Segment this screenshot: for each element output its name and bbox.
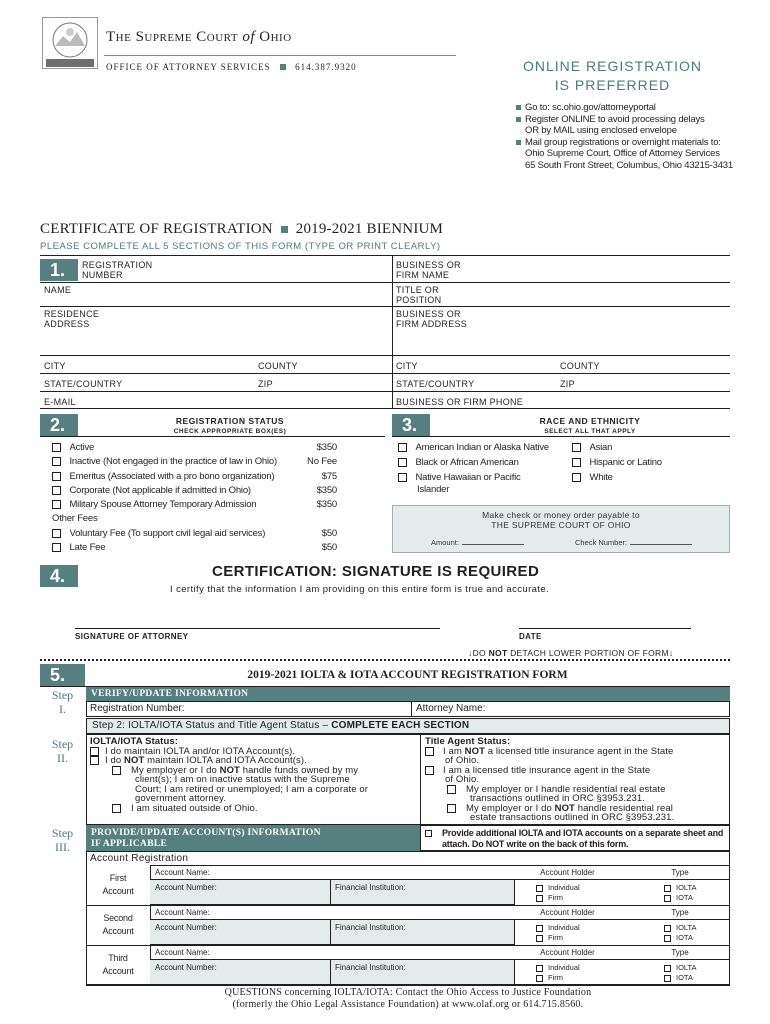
account-name-field[interactable]: Account Name: (155, 948, 210, 957)
other-fees-label: Other Fees (52, 513, 98, 525)
label-title-position: TITLE OR POSITION (396, 285, 442, 305)
step-1-label: Step I. (51, 688, 74, 716)
rule (86, 985, 730, 986)
bullet-2: Register ONLINE to avoid processing delays (516, 114, 733, 126)
ta-option-2[interactable]: I am a licensed title insurance agent in the State (425, 766, 674, 776)
race-black[interactable]: Black or African American (398, 457, 549, 472)
holder-options (536, 883, 580, 903)
s2-title: REGISTRATION STATUS CHECK APPROPRIATE BOX(ES) (173, 416, 287, 435)
race-white[interactable]: White (572, 472, 662, 487)
section-5-badge: 5. (40, 664, 85, 686)
court-seal (42, 17, 98, 69)
additional-accounts-text[interactable]: Provide additional IOLTA and IOTA accounts on a separate sheet and attach. Do NOT write on the back of this form. (425, 828, 723, 850)
late-fee[interactable]: Late Fee $50 (52, 542, 337, 556)
rule (40, 436, 385, 437)
type-header: Type (671, 948, 689, 957)
type-iolta[interactable]: IOLTA (664, 883, 697, 893)
rule (330, 880, 331, 905)
rule (40, 355, 730, 356)
rule (330, 920, 331, 945)
step-3-header: PROVIDE/UPDATE ACCOUNT(S) INFORMATION IF APPLICABLE (86, 825, 420, 851)
holder-firm[interactable]: Firm (536, 973, 580, 983)
race-pacific-islander-cont: Islander (417, 484, 450, 495)
s5-title: 2019-2021 IOLTA & IOTA ACCOUNT REGISTRATION FORM (247, 669, 568, 681)
account-label: First Account (102, 873, 134, 896)
account-name-field[interactable]: Account Name: (155, 868, 210, 877)
questions: QUESTIONS concerning IOLTA/IOTA: Contact the Ohio Access to Justice Foundation (formerly the Ohio Legal Assistance Foundation) at www.olaf.org or 614.715.8560. (224, 987, 592, 1010)
s4-certify: I certify that the information I am providing on this entire form is true and accurate. (170, 584, 550, 595)
account-label: Second Account (102, 913, 134, 936)
type-options (664, 963, 697, 983)
account-label: Third Account (102, 953, 134, 976)
step-2-label: Step II. (51, 737, 74, 765)
status-corporate[interactable]: Corporate (Not applicable if admitted in Ohio) $350 (52, 485, 337, 499)
header-rule (104, 55, 456, 56)
label-business-county: COUNTY (560, 361, 600, 371)
iolta-option-2[interactable]: I do NOT maintain IOLTA and IOTA Account(s). (90, 756, 368, 766)
label-business-name: BUSINESS OR FIRM NAME (396, 260, 461, 280)
race-asian[interactable]: Asian (572, 442, 662, 457)
rule (40, 282, 392, 283)
iolta-option-3[interactable]: My employer or I do NOT handle funds owned by my (90, 766, 368, 776)
label-business-phone: BUSINESS OR FIRM PHONE (396, 397, 524, 407)
detach-line (40, 659, 730, 661)
signature-line[interactable] (75, 628, 440, 629)
account-number-field[interactable]: Account Number: (155, 883, 217, 892)
account-number-field[interactable]: Account Number: (155, 963, 217, 972)
status-active[interactable]: Active $350 (52, 442, 337, 456)
bullet-3-cont: Ohio Supreme Court, Office of Attorney Services (525, 148, 720, 159)
account-name-row (150, 905, 730, 920)
type-options (664, 923, 697, 943)
rule (40, 408, 730, 409)
label-zip: ZIP (258, 379, 273, 389)
bullet-3-cont2: 65 South Front Street, Columbus, Ohio 43215-3431 (525, 159, 733, 171)
label-residence-address: RESIDENCE ADDRESS (44, 309, 100, 329)
rule (392, 282, 730, 283)
s3-col1 (398, 442, 549, 496)
type-iota[interactable]: IOTA (664, 973, 697, 983)
type-iolta[interactable]: IOLTA (664, 923, 697, 933)
s3-col2 (572, 442, 662, 487)
holder-firm[interactable]: Firm (536, 893, 580, 903)
detach-notice: ↓DO NOT DETACH LOWER PORTION OF FORM↓ (468, 648, 674, 658)
rule (392, 436, 730, 437)
office-line: OFFICE OF ATTORNEY SERVICES 614.387.9320 (106, 62, 357, 72)
account-name-field[interactable]: Account Name: (155, 908, 210, 917)
ta-option-3[interactable]: My employer or I handle residential real estate (425, 785, 674, 795)
label-name: NAME (44, 285, 72, 295)
label-city: CITY (44, 361, 66, 371)
label-registration-number: REGISTRATION NUMBER (82, 260, 153, 280)
payment-box: Make check or money order payable to THE SUPREME COURT OF OHIO Amount: Check Number: (392, 505, 730, 553)
s1-divider (392, 255, 393, 408)
certificate-instructions: PLEASE COMPLETE ALL 5 SECTIONS OF THIS FORM (TYPE OR PRINT CLEARLY) (40, 241, 441, 252)
bullet-2-cont: OR by MAIL using enclosed envelope (525, 125, 677, 136)
rule (420, 734, 421, 825)
label-business-state: STATE/COUNTRY (396, 379, 475, 389)
rule (411, 701, 412, 717)
holder-individual[interactable]: Individual (536, 963, 580, 973)
financial-institution-field[interactable]: Financial Institution: (335, 883, 406, 892)
account-name-row (150, 945, 730, 960)
certificate-title: CERTIFICATE OF REGISTRATION 2019-2021 BIENNIUM (40, 221, 444, 237)
section-4-badge: 4. (40, 565, 78, 587)
bullet-1: Go to: sc.ohio.gov/attorneyportal (516, 102, 733, 114)
ta-option-1[interactable]: I am NOT a licensed title insurance agent in the State (425, 747, 674, 757)
type-header: Type (671, 908, 689, 917)
race-american-indian[interactable]: American Indian or Alaska Native (398, 442, 549, 457)
financial-institution-field[interactable]: Financial Institution: (335, 923, 406, 932)
account-holder-header: Account Holder (540, 948, 595, 957)
type-header: Type (671, 868, 689, 877)
s3-title: RACE AND ETHNICITY SELECT ALL THAT APPLY (539, 416, 641, 435)
amount-field[interactable]: Amount: (431, 538, 524, 547)
race-hispanic[interactable]: Hispanic or Latino (572, 457, 662, 472)
label-business-city: CITY (396, 361, 418, 371)
section-1-badge: 1. (40, 259, 78, 281)
status-military-spouse[interactable]: Military Spouse Attorney Temporary Admission $350 (52, 499, 337, 513)
title-agent-status: Title Agent Status: I am NOT a licensed title insurance agent in the State of Ohio. I am a licensed title insurance agent in the State of Ohio. My employer or I handle residential real estate transactions outlined in ORC §3953.231. My employer or I do NOT handle residential real estate transactions outlined in ORC §3953.231. (425, 736, 675, 824)
voluntary-fee[interactable]: Voluntary Fee (To support civil legal aid services) $50 (52, 528, 337, 542)
financial-institution-field[interactable]: Financial Institution: (335, 963, 406, 972)
s1-top-rule (40, 255, 730, 256)
s4-title: CERTIFICATION: SIGNATURE IS REQUIRED (212, 563, 540, 580)
rule (330, 960, 331, 985)
step-1-header: VERIFY/UPDATE INFORMATION (86, 687, 730, 701)
step-3-label: Step III. (51, 826, 74, 854)
type-iota[interactable]: IOTA (664, 893, 697, 903)
account-holder-header: Account Holder (540, 908, 595, 917)
label-state: STATE/COUNTRY (44, 379, 123, 389)
label-county: COUNTY (258, 361, 298, 371)
holder-individual[interactable]: Individual (536, 923, 580, 933)
iolta-option-4[interactable]: I am situated outside of Ohio. (90, 804, 368, 814)
step-2-header: Step 2: IOLTA/IOTA Status and Title Agent Status – COMPLETE EACH SECTION (86, 718, 730, 734)
account-holder-header: Account Holder (540, 868, 595, 877)
rule (40, 391, 730, 392)
type-options (664, 883, 697, 903)
holder-options (536, 923, 580, 943)
label-signature: SIGNATURE OF ATTORNEY (75, 632, 189, 641)
registration-number-field[interactable]: Registration Number: (90, 703, 185, 714)
seal-icon (43, 18, 97, 68)
court-name: The Supreme Court of Ohio (106, 29, 292, 45)
date-line[interactable] (519, 628, 691, 629)
label-email: E-MAIL (44, 397, 76, 407)
section-2-badge: 2. (40, 414, 78, 436)
section-3-badge: 3. (392, 414, 430, 436)
rule (40, 373, 730, 374)
ta-option-4[interactable]: My employer or I do NOT handle residential real (425, 804, 674, 814)
iolta-status: IOLTA/IOTA Status: I do maintain IOLTA and/or IOTA Account(s). I do NOT maintain IOLTA and IOTA Account(s). My employer or I do NOT handle funds owned by my client(s); I am on inactive status with the Supreme Court; I am retired or unemployed; I am a corporate or government attorney. I am situated outside of Ohio. (90, 736, 368, 814)
type-iolta[interactable]: IOLTA (664, 963, 697, 973)
online-title: ONLINE REGISTRATION IS PREFERRED (523, 58, 702, 93)
rule (40, 306, 392, 307)
s2-items (52, 442, 337, 556)
holder-firm[interactable]: Firm (536, 933, 580, 943)
status-inactive[interactable]: Inactive (Not engaged in the practice of law in Ohio) No Fee (52, 456, 337, 470)
account-number-field[interactable]: Account Number: (155, 923, 217, 932)
label-date: DATE (519, 632, 542, 641)
holder-options (536, 963, 580, 983)
status-emeritus[interactable]: Emeritus (Associated with a pro bono organization) $75 (52, 471, 337, 485)
holder-individual[interactable]: Individual (536, 883, 580, 893)
label-business-address: BUSINESS OR FIRM ADDRESS (396, 309, 468, 329)
iolta-option-1[interactable]: I do maintain IOLTA and/or IOTA Account(s). (90, 747, 368, 757)
attorney-name-field[interactable]: Attorney Name: (416, 703, 486, 714)
race-pacific-islander[interactable]: Native Hawaiian or Pacific (398, 472, 549, 484)
label-business-zip: ZIP (560, 379, 575, 389)
rule (392, 306, 730, 307)
check-number-field[interactable]: Check Number: (575, 538, 692, 547)
account-name-row (150, 865, 730, 880)
type-iota[interactable]: IOTA (664, 933, 697, 943)
account-registration-label: Account Registration (90, 853, 189, 864)
bullet-3: Mail group registrations or overnight materials to: (516, 137, 733, 149)
online-bullets (516, 102, 733, 171)
